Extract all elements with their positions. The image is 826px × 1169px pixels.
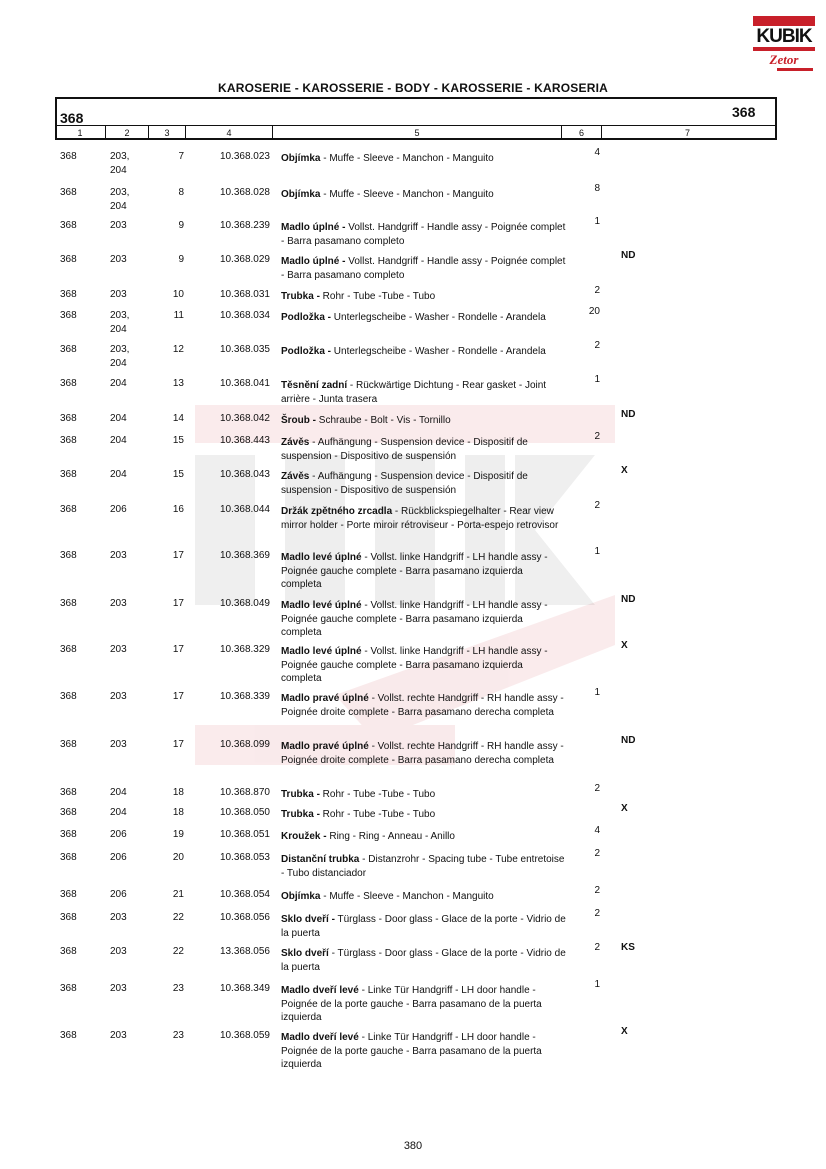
column-header-2: 2 [106,126,149,140]
cell-part-number: 10.368.870 [219,787,270,798]
cell-quantity: 1 [594,979,600,990]
cell-part-number: 10.368.059 [219,1030,270,1041]
description-czech-name: Podložka - [281,312,332,323]
column-header-row [55,125,777,141]
description-translations: Vollst. Handgriff - Handle assy - Poignée complet - Barra pasamano completo [281,222,566,247]
cell-position: 7 [178,151,184,162]
cell-part-number: 10.368.099 [219,739,270,750]
cell-figure: 203, 204 [110,310,130,335]
cell-description [281,379,566,406]
cell-part-number: 10.368.041 [219,378,270,389]
cell-section: 368 [60,469,77,480]
cell-description [281,311,566,325]
cell-note: X [621,1026,628,1037]
column-header-1: 1 [55,126,106,140]
cell-quantity: 8 [594,183,600,194]
cell-description [281,1031,566,1072]
cell-part-number: 10.368.369 [219,550,270,561]
cell-section: 368 [60,435,77,446]
cell-description [281,890,566,904]
cell-part-number: 10.368.443 [219,435,270,446]
cell-section: 368 [60,504,77,515]
cell-figure: 203, 204 [110,151,130,176]
cell-description [281,221,566,248]
cell-quantity: 2 [594,285,600,296]
cell-description [281,188,566,202]
cell-figure: 203 [110,254,127,265]
description-translations: Vollst. Handgriff - Handle assy - Poignée complet - Barra pasamano completo [281,256,566,281]
description-czech-name: Těsnění zadní [281,380,348,391]
cell-section: 368 [60,852,77,863]
cell-part-number: 10.368.043 [219,469,270,480]
cell-part-number: 10.368.023 [219,151,270,162]
cell-position: 16 [172,504,184,515]
cell-quantity: 1 [594,374,600,385]
cell-part-number: 10.368.028 [219,187,270,198]
description-translations: Rohr - Tube -Tube - Tubo [319,291,436,302]
cell-section: 368 [60,829,77,840]
description-czech-name: Závěs [281,471,310,482]
description-czech-name: Šroub - [281,415,316,426]
cell-figure: 203 [110,289,127,300]
cell-section: 368 [60,550,77,561]
description-czech-name: Madlo levé úplné [281,600,362,611]
cell-figure: 206 [110,829,127,840]
cell-note: X [621,465,628,476]
description-czech-name: Trubka - [281,789,320,800]
column-header-6: 6 [562,126,602,140]
cell-position: 17 [172,739,184,750]
cell-figure: 204 [110,807,127,818]
cell-position: 13 [172,378,184,389]
cell-position: 12 [172,344,184,355]
cell-description [281,788,566,802]
cell-figure: 203 [110,220,127,231]
cell-part-number: 10.368.034 [219,310,270,321]
cell-position: 18 [172,787,184,798]
cell-figure: 203 [110,912,127,923]
cell-figure: 204 [110,435,127,446]
description-translations: - Rückwärtige Dichtung - Rear gasket - Joint arrière - Junta trasera [281,380,547,405]
cell-description [281,551,566,592]
cell-description [281,740,566,767]
cell-section: 368 [60,151,77,162]
description-translations: - Linke Tür Handgriff - LH door handle - Poignée de la porte gauche - Barra pasamano de la puerta izquierda [281,1032,542,1070]
cell-quantity: 2 [594,431,600,442]
cell-part-number: 10.368.049 [219,598,270,609]
cell-note: ND [621,735,636,746]
column-header-3: 3 [149,126,186,140]
description-translations: - Linke Tür Handgriff - LH door handle - Poignée de la porte gauche - Barra pasamano de la puerta izquierda [281,985,542,1023]
cell-part-number: 10.368.050 [219,807,270,818]
cell-part-number: 10.368.053 [219,852,270,863]
cell-quantity: 20 [588,306,600,317]
cell-position: 10 [172,289,184,300]
cell-position: 22 [172,912,184,923]
cell-part-number: 10.368.031 [219,289,270,300]
cell-position: 15 [172,469,184,480]
cell-quantity: 4 [594,147,600,158]
description-czech-name: Madlo úplné - [281,222,346,233]
description-translations: - Muffe - Sleeve - Manchon - Manguito [320,153,494,164]
cell-description [281,255,566,282]
logo-bottom-bar [777,68,813,71]
cell-note: KS [621,942,635,953]
cell-description [281,152,566,166]
cell-section: 368 [60,807,77,818]
cell-figure: 203 [110,598,127,609]
cell-quantity: 1 [594,546,600,557]
description-czech-name: Objímka [281,891,321,902]
cell-quantity: 2 [594,783,600,794]
cell-part-number: 10.368.239 [219,220,270,231]
cell-section: 368 [60,983,77,994]
cell-figure: 203 [110,1030,127,1041]
description-translations: - Vollst. rechte Handgriff - RH handle assy - Poignée droite complete - Barra pasamano derecha completa [281,693,564,718]
cell-section: 368 [60,691,77,702]
cell-description [281,505,566,532]
description-translations: Rohr - Tube -Tube - Tubo [319,789,436,800]
cell-description [281,470,566,497]
section-number-left: 368 [60,110,84,126]
page-title: KAROSERIE - KAROSSERIE - BODY - KAROSSERIE - KAROSERIA [218,81,608,95]
description-translations: - Aufhängung - Suspension device - Dispositif de suspension - Dispositivo de suspensión [281,471,528,496]
description-czech-name: Závěs [281,437,310,448]
description-czech-name: Madlo dveří levé [281,985,359,996]
cell-section: 368 [60,187,77,198]
description-translations: - Vollst. rechte Handgriff - RH handle assy - Poignée droite complete - Barra pasamano derecha completa [281,741,564,766]
description-translations: Unterlegscheibe - Washer - Rondelle - Arandela [331,312,546,323]
cell-section: 368 [60,787,77,798]
cell-position: 23 [172,983,184,994]
logo-sub-text: Zetor [769,52,799,67]
cell-position: 17 [172,598,184,609]
cell-part-number: 10.368.042 [219,413,270,424]
cell-quantity: 1 [594,216,600,227]
cell-figure: 206 [110,889,127,900]
description-translations: - Muffe - Sleeve - Manchon - Manguito [320,891,494,902]
cell-position: 11 [173,310,184,321]
description-czech-name: Objímka [281,189,321,200]
description-translations: Ring - Ring - Anneau - Anillo [326,831,455,842]
section-number-right: 368 [732,104,756,120]
cell-description [281,345,566,359]
cell-position: 17 [172,550,184,561]
cell-position: 15 [172,435,184,446]
description-czech-name: Sklo dveří - [281,914,335,925]
page-number: 380 [403,1140,423,1152]
cell-position: 21 [172,889,184,900]
cell-description [281,830,566,844]
cell-section: 368 [60,378,77,389]
cell-description [281,808,566,822]
column-header-7: 7 [684,128,690,138]
cell-position: 14 [172,413,184,424]
cell-description [281,599,566,640]
cell-description [281,913,566,940]
cell-section: 368 [60,598,77,609]
cell-figure: 204 [110,469,127,480]
cell-note: X [621,640,628,651]
cell-section: 368 [60,220,77,231]
cell-position: 22 [172,946,184,957]
cell-description [281,947,566,974]
cell-position: 23 [172,1030,184,1041]
cell-figure: 206 [110,504,127,515]
cell-figure: 204 [110,378,127,389]
cell-section: 368 [60,310,77,321]
cell-part-number: 10.368.044 [219,504,270,515]
description-translations: - Vollst. linke Handgriff - LH handle assy - Poignée gauche complete - Barra pasamano izquierda completa [281,552,548,590]
logo-brand-text: KUBIK [756,26,812,47]
description-translations: - Distanzrohr - Spacing tube - Tube entretoise - Tubo distanciador [281,854,565,879]
cell-figure: 204 [110,413,127,424]
cell-section: 368 [60,912,77,923]
cell-description [281,290,566,304]
cell-note: ND [621,250,636,261]
description-translations: - Muffe - Sleeve - Manchon - Manguito [320,189,494,200]
description-czech-name: Madlo levé úplné [281,552,362,563]
cell-section: 368 [60,889,77,900]
kubik-zetor-logo [753,16,815,74]
description-czech-name: Madlo pravé úplné [281,741,369,752]
description-czech-name: Madlo pravé úplné [281,693,369,704]
logo-top-bar [753,16,815,26]
cell-position: 9 [178,220,184,231]
cell-figure: 203, 204 [110,344,130,369]
cell-part-number: 10.368.339 [219,691,270,702]
cell-quantity: 2 [594,908,600,919]
cell-quantity: 4 [594,825,600,836]
description-translations: Rohr - Tube -Tube - Tubo [319,809,436,820]
cell-section: 368 [60,644,77,655]
cell-section: 368 [60,344,77,355]
cell-position: 18 [172,807,184,818]
cell-description [281,645,566,686]
cell-note: ND [621,594,636,605]
logo-divider [753,47,815,51]
description-translations: - Vollst. linke Handgriff - LH handle assy - Poignée gauche complete - Barra pasamano izquierda completa [281,600,548,638]
description-translations: - Rückblickspiegelhalter - Rear view mirror holder - Porte miroir rétroviseur - Porta-espejo retrovisor [281,506,559,531]
description-czech-name: Trubka - [281,291,320,302]
cell-section: 368 [60,739,77,750]
description-czech-name: Držák zpětného zrcadla [281,506,393,517]
description-czech-name: Madlo úplné - [281,256,346,267]
cell-figure: 204 [110,787,127,798]
cell-part-number: 10.368.029 [219,254,270,265]
cell-quantity: 2 [594,942,600,953]
cell-figure: 203 [110,946,127,957]
cell-figure: 203 [110,691,127,702]
cell-position: 17 [172,644,184,655]
cell-figure: 203 [110,644,127,655]
column-header-4: 4 [186,126,273,140]
cell-part-number: 10.368.035 [219,344,270,355]
cell-note: ND [621,409,636,420]
cell-figure: 203, 204 [110,187,130,212]
description-czech-name: Kroužek - [281,831,327,842]
cell-position: 20 [172,852,184,863]
description-translations: Türglass - Door glass - Glace de la porte - Vidrio de la puerta [281,914,566,939]
description-czech-name: Trubka - [281,809,320,820]
description-czech-name: Objímka [281,153,321,164]
cell-position: 9 [178,254,184,265]
cell-figure: 206 [110,852,127,863]
cell-section: 368 [60,1030,77,1041]
cell-figure: 203 [110,983,127,994]
cell-part-number: 10.368.051 [219,829,270,840]
cell-quantity: 2 [594,848,600,859]
description-czech-name: Sklo dveří [281,948,329,959]
description-translations: Schraube - Bolt - Vis - Tornillo [316,415,451,426]
cell-section: 368 [60,289,77,300]
cell-section: 368 [60,254,77,265]
cell-description [281,692,566,719]
description-czech-name: Madlo levé úplné [281,646,362,657]
description-translations: - Türglass - Door glass - Glace de la porte - Vidrio de la puerta [281,948,566,973]
cell-figure: 203 [110,739,127,750]
cell-part-number: 10.368.329 [219,644,270,655]
description-czech-name: Madlo dveří levé [281,1032,359,1043]
cell-note: X [621,803,628,814]
cell-part-number: 10.368.056 [219,912,270,923]
description-czech-name: Distanční trubka [281,854,360,865]
cell-part-number: 10.368.054 [219,889,270,900]
cell-description [281,853,566,880]
cell-quantity: 2 [594,500,600,511]
cell-description [281,984,566,1025]
column-header-5: 5 [273,126,562,140]
description-translations: Unterlegscheibe - Washer - Rondelle - Arandela [331,346,546,357]
cell-part-number: 13.368.056 [219,946,270,957]
description-translations: - Vollst. linke Handgriff - LH handle assy - Poignée gauche complete - Barra pasamano izquierda completa [281,646,548,684]
cell-position: 17 [172,691,184,702]
cell-section: 368 [60,413,77,424]
cell-quantity: 2 [594,885,600,896]
cell-description [281,436,566,463]
cell-position: 19 [172,829,184,840]
cell-figure: 203 [110,550,127,561]
description-czech-name: Podložka - [281,346,332,357]
cell-part-number: 10.368.349 [219,983,270,994]
description-translations: - Aufhängung - Suspension device - Dispositif de suspension - Dispositivo de suspensión [281,437,528,462]
cell-quantity: 1 [594,687,600,698]
cell-quantity: 2 [594,340,600,351]
cell-section: 368 [60,946,77,957]
cell-position: 8 [178,187,184,198]
cell-description [281,414,566,428]
